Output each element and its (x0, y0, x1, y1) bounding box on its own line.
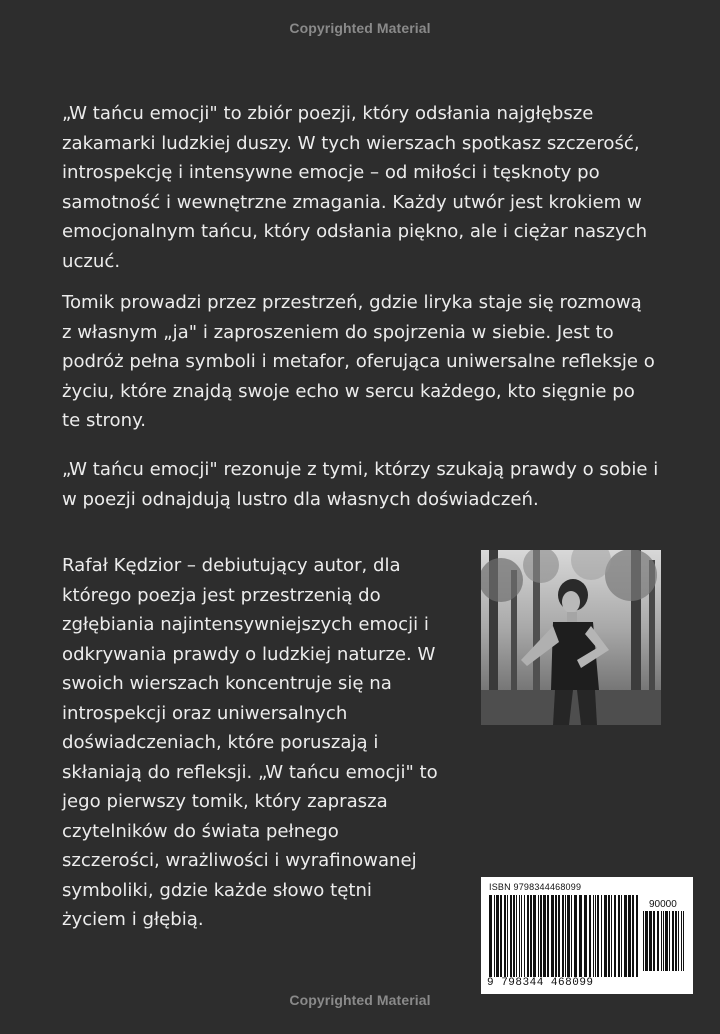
text-line: doświadczeniach, które poruszają i (62, 732, 379, 753)
author-bio (62, 551, 460, 935)
text-line: odkrywania prawdy o ludzkiej naturze. W (62, 643, 436, 665)
text-line: szczerości, wrażliwości i wyrafinowanej (62, 850, 417, 871)
text-line: podróż pełna symboli i metafor, oferująca uniwersalne refleksje o (62, 351, 655, 372)
text-line: emocjonalnym tańcu, który odsłania piękno, ale i ciężar naszych (62, 221, 648, 242)
description-paragraph-2 (62, 288, 682, 436)
price-code: 90000 (649, 899, 677, 910)
barcode-digits: 9 798344 468099 (487, 977, 594, 989)
author-photo-image (481, 550, 661, 725)
text-line: w poezji odnajdują lustro dla własnych doświadczeń. (62, 488, 539, 510)
text-line: Rafał Kędzior – debiutujący autor, dla (62, 555, 401, 576)
barcode-bars (489, 895, 639, 977)
text-line: introspekcji oraz uniwersalnych (62, 702, 348, 724)
text-line: swoich wierszach koncentruje się na (62, 673, 392, 694)
text-line: czytelników do świata pełnego (62, 820, 339, 842)
text-line: życiem i głębią. (62, 909, 204, 930)
text-line: samotność i wewnętrzne zmagania. Każdy utwór jest krokiem w (62, 191, 642, 213)
text-line: uczuć. (62, 250, 121, 272)
text-line: introspekcję i intensywne emocje – od miłości i tęsknoty po (62, 162, 600, 183)
text-line: Tomik prowadzi przez przestrzeń, gdzie liryka staje się rozmową (62, 292, 642, 313)
text-line: skłaniają do refleksji. „W tańcu emocji" to (62, 761, 438, 783)
isbn-barcode (481, 877, 693, 994)
description-paragraph-3 (62, 455, 682, 514)
text-line: symboliki, gdzie każde słowo tętni (62, 879, 372, 901)
copyright-watermark-top: Copyrighted Material (289, 20, 431, 36)
addon-barcode-bars (643, 911, 687, 971)
description-paragraph-1 (62, 99, 682, 276)
isbn-label: ISBN 9798344468099 (489, 882, 582, 892)
copyright-watermark-bottom: Copyrighted Material (289, 992, 431, 1008)
text-line: jego pierwszy tomik, który zaprasza (62, 791, 388, 812)
text-line: zakamarki ludzkiej duszy. W tych wierszach spotkasz szczerość, (62, 132, 640, 154)
author-photo (481, 550, 661, 725)
text-line: „W tańcu emocji" to zbiór poezji, który odsłania najgłębsze (62, 103, 594, 124)
text-line: z własnym „ja" i zaproszeniem do spojrzenia w siebie. Jest to (62, 321, 614, 343)
text-line: którego poezja jest przestrzenią do (62, 584, 381, 606)
text-line: „W tańcu emocji" rezonuje z tymi, którzy szukają prawdy o sobie i (62, 459, 659, 480)
text-line: zgłębiania najintensywniejszych emocji i (62, 614, 429, 635)
text-line: te strony. (62, 410, 146, 431)
text-line: życiu, które znajdą swoje echo w sercu każdego, kto sięgnie po (62, 380, 635, 402)
